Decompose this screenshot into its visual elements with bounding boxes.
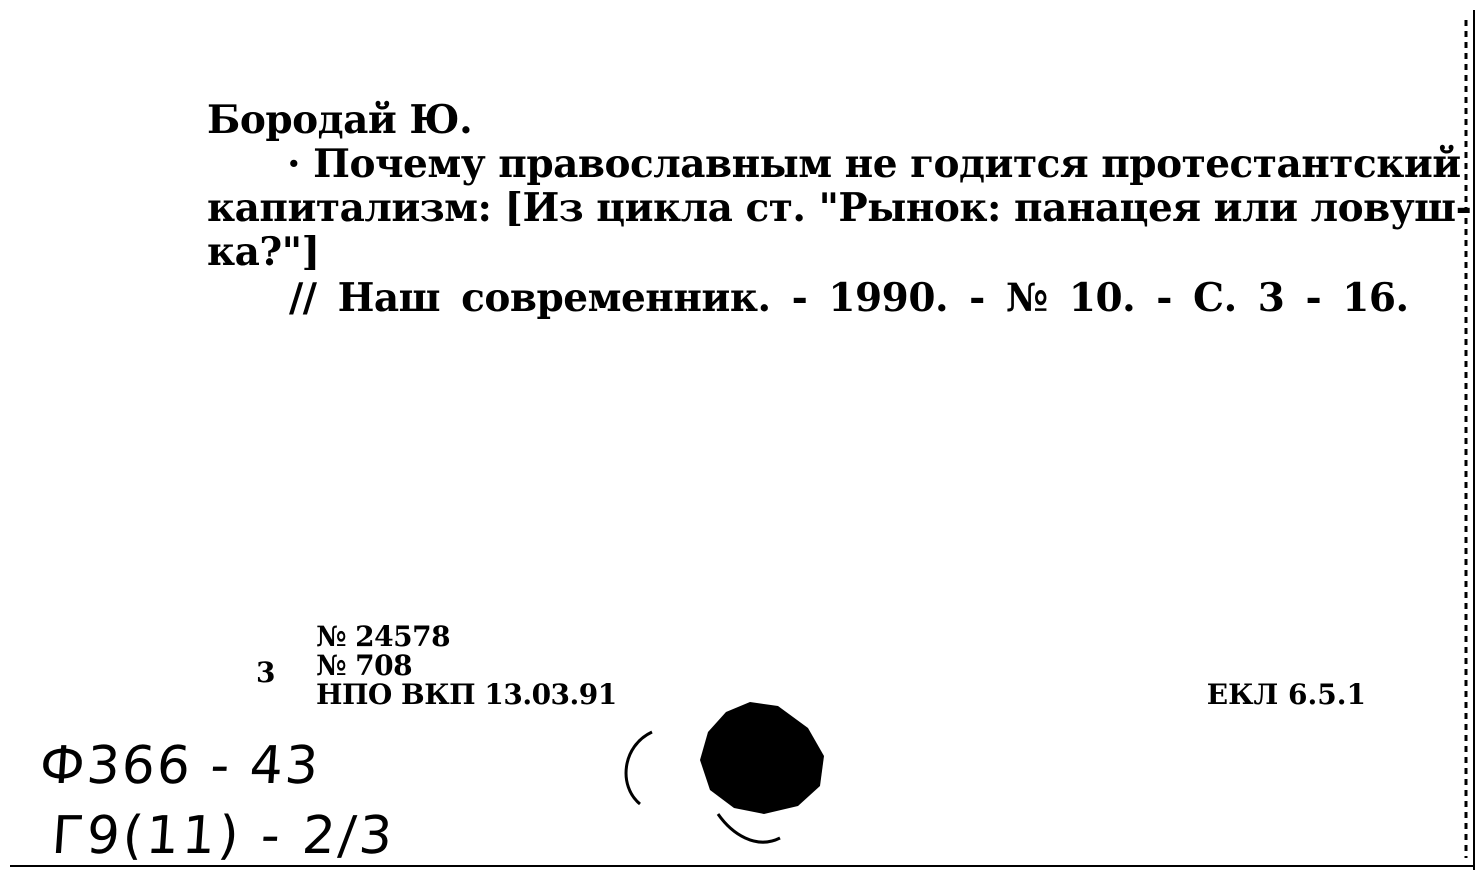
source-citation: // Наш современник. - 1990. - № 10. - С. 3 - 16. — [289, 275, 1409, 321]
registration-number-2: № 708 — [316, 649, 413, 682]
handwritten-class-mark: Г9(11) - 2/3 — [49, 806, 398, 866]
registration-block — [316, 622, 617, 709]
publisher-date: НПО ВКП 13.03.91 — [316, 678, 617, 711]
handwritten-shelf-mark: Ф366 - 43 — [37, 736, 323, 796]
classification-code: ЕКЛ 6.5.1 — [1206, 678, 1366, 711]
bibliographic-entry — [207, 97, 1472, 321]
punch-hole-icon — [600, 694, 840, 854]
title-line-3: ка?"] — [207, 229, 320, 275]
registration-number-1: № 24578 — [316, 620, 451, 653]
title-line-1: · Почему православным не годится протестантский — [287, 141, 1461, 187]
title-line-2: капитализм: [Из цикла ст. "Рынок: панацея или ловуш- — [207, 185, 1472, 231]
author-name: Бородай Ю. — [207, 97, 473, 143]
card-number: 3 — [256, 656, 276, 689]
